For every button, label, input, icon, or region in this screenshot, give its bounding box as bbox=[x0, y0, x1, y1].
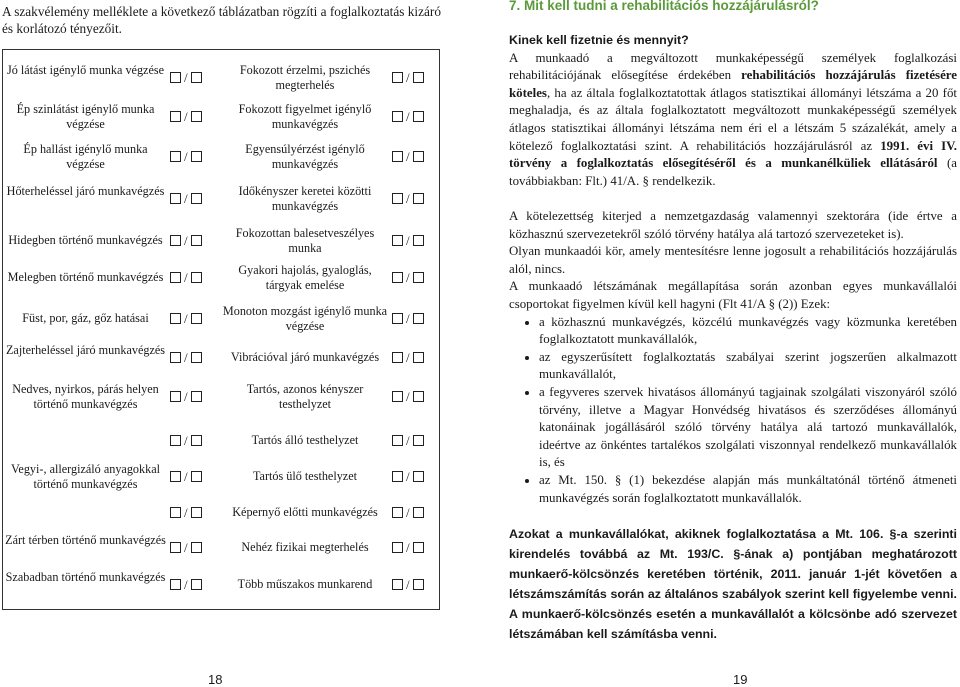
checkbox-yes[interactable] bbox=[170, 313, 181, 324]
checkbox-pair[interactable] bbox=[392, 233, 424, 249]
checkbox-no[interactable] bbox=[413, 435, 424, 446]
section-body-2 bbox=[509, 208, 957, 507]
checkbox-yes[interactable] bbox=[392, 435, 403, 446]
factor-label: Képernyő előtti munkavégzés bbox=[232, 505, 378, 519]
right-page bbox=[507, 0, 960, 686]
checkbox-no[interactable] bbox=[191, 111, 202, 122]
checkbox-yes[interactable] bbox=[392, 391, 403, 402]
factor-label: Hőterheléssel járó munkavégzés bbox=[6, 184, 165, 198]
checkbox-pair[interactable] bbox=[170, 433, 202, 449]
checkbox-yes[interactable] bbox=[392, 313, 403, 324]
checkbox-pair[interactable] bbox=[392, 109, 424, 125]
factor-label: Tartós ülő testhelyzet bbox=[252, 469, 358, 483]
page-number-left: 18 bbox=[208, 672, 223, 687]
checkbox-no[interactable] bbox=[413, 579, 424, 590]
slash-separator: / bbox=[406, 70, 411, 85]
factor-label: Szabadban történő munkavégzés bbox=[5, 570, 166, 584]
checkbox-no[interactable] bbox=[191, 72, 202, 83]
checkbox-no[interactable] bbox=[413, 542, 424, 553]
paragraph-1: A munkaadó a megváltozott munkaképességű személyek foglalkozási rehabilitációjának elősegítése érdekében rehabilitációs hozzájárulás fizetésére köteles, ha az általa foglalkoztatottak átlagos statisztikai állományi létszáma a 20 főt meghaladja, és az általa foglalkoztatott megváltozott munkaképességű személyek átlagos statisztikai állományi létszáma nem éri el a létszám 5 százalékát, amely a kötelező foglalkoztatási szint. A rehabilitációs hozzájárulásról az 1991. évi IV. törvény a foglalkoztatás elősegítéséről és a munkanélküliek ellátásáról (a továbbiakban: Flt.) 41/A. § rendelkezik. bbox=[509, 50, 957, 188]
factor-label: Több műszakos munkarend bbox=[237, 577, 373, 591]
checkbox-pair[interactable] bbox=[392, 540, 424, 556]
slash-separator: / bbox=[184, 270, 189, 285]
checkbox-yes[interactable] bbox=[170, 151, 181, 162]
checkbox-no[interactable] bbox=[191, 235, 202, 246]
slash-separator: / bbox=[184, 149, 189, 164]
factor-label: Fokozott érzelmi, pszichés megterhelés bbox=[239, 63, 371, 92]
checkbox-pair[interactable] bbox=[392, 350, 424, 366]
factor-label: Tartós álló testhelyzet bbox=[251, 433, 359, 447]
factor-label: Fokozott figyelmet igénylő munkavégzés bbox=[238, 102, 372, 131]
checkbox-yes[interactable] bbox=[170, 111, 181, 122]
slash-separator: / bbox=[184, 233, 189, 248]
slash-separator: / bbox=[406, 233, 411, 248]
factor-label: Fokozottan balesetveszélyes munka bbox=[235, 226, 375, 255]
slash-separator: / bbox=[184, 350, 189, 365]
list-item: • a fegyveres szervek hivatásos állományú tagjainak szolgálati viszonyáról szóló törvény, illetve a Magyar Honvédség hivatásos és szerződéses állományú katonáinak jogállásáról szóló törvény hatálya alá tartozó munkavállalók, ideértve az önkéntes tartalékos szolgálati viszonnyal rendelkező munkavállalók is, és bbox=[539, 384, 957, 472]
factor-label: Tartós, azonos kényszer testhelyzet bbox=[246, 382, 364, 411]
checkbox-yes[interactable] bbox=[170, 471, 181, 482]
list-item: • a közhasznú munkavégzés, közcélú munkavégzés vagy közmunka keretében foglalkoztatott munkavállalók, bbox=[539, 314, 957, 349]
checkbox-yes[interactable] bbox=[170, 507, 181, 518]
sub-heading: Kinek kell fizetnie és mennyit? bbox=[509, 33, 689, 47]
checkbox-no[interactable] bbox=[413, 72, 424, 83]
checkbox-pair[interactable] bbox=[170, 270, 202, 286]
checkbox-no[interactable] bbox=[191, 471, 202, 482]
checkbox-yes[interactable] bbox=[392, 72, 403, 83]
factor-label: Füst, por, gáz, gőz hatásai bbox=[22, 311, 149, 325]
checkbox-yes[interactable] bbox=[392, 151, 403, 162]
slash-separator: / bbox=[406, 469, 411, 484]
checkbox-yes[interactable] bbox=[392, 507, 403, 518]
checkbox-no[interactable] bbox=[413, 111, 424, 122]
page-number-right: 19 bbox=[733, 672, 748, 687]
checkbox-no[interactable] bbox=[191, 391, 202, 402]
slash-separator: / bbox=[406, 311, 411, 326]
checkbox-pair[interactable] bbox=[170, 469, 202, 485]
list-item: • az egyszerűsített foglalkoztatás szabályai szerint jogszerűen alkalmazott munkavállalót, bbox=[539, 349, 957, 384]
checkbox-pair[interactable] bbox=[392, 311, 424, 327]
checkbox-pair[interactable] bbox=[392, 469, 424, 485]
paragraph-3: Olyan munkaadói kör, amely mentesítésre lenne jogosult a rehabilitációs hozzájárulás alól, nincs. bbox=[509, 244, 957, 276]
checkbox-no[interactable] bbox=[413, 391, 424, 402]
checkbox-yes[interactable] bbox=[392, 352, 403, 363]
intro-text: A szakvélemény melléklete a következő táblázatban rögzíti a foglalkoztatás kizáró és korlátozó tényezőit. bbox=[2, 4, 441, 36]
factor-label: Monoton mozgást igénylő munka végzése bbox=[222, 304, 388, 333]
slash-separator: / bbox=[184, 433, 189, 448]
slash-separator: / bbox=[184, 389, 189, 404]
checkbox-yes[interactable] bbox=[170, 542, 181, 553]
factor-label: Egyensúlyérzést igénylő munkavégzés bbox=[245, 142, 365, 171]
checkbox-no[interactable] bbox=[413, 272, 424, 283]
checkbox-yes[interactable] bbox=[392, 542, 403, 553]
factor-label: Gyakori hajolás, gyaloglás, tárgyak emelése bbox=[238, 263, 372, 292]
slash-separator: / bbox=[184, 469, 189, 484]
checkbox-pair[interactable] bbox=[170, 191, 202, 207]
checkbox-pair[interactable] bbox=[392, 149, 424, 165]
factor-label: Melegben történő munkavégzés bbox=[7, 270, 164, 284]
checkbox-yes[interactable] bbox=[392, 579, 403, 590]
restriction-table bbox=[2, 49, 440, 610]
checkbox-pair[interactable] bbox=[392, 505, 424, 521]
factor-label: Nehéz fizikai megterhelés bbox=[241, 540, 369, 554]
slash-separator: / bbox=[184, 70, 189, 85]
checkbox-no[interactable] bbox=[191, 579, 202, 590]
checkbox-yes[interactable] bbox=[170, 272, 181, 283]
checkbox-no[interactable] bbox=[191, 542, 202, 553]
checkbox-pair[interactable] bbox=[392, 433, 424, 449]
checkbox-pair[interactable] bbox=[170, 149, 202, 165]
factor-label: Időkényszer keretei közötti munkavégzés bbox=[238, 184, 372, 213]
paragraph-4: A munkaadó létszámának megállapítása során azonban egyes munkavállalói csoportokat figyelmen kívül kell hagyni (Flt 41/A § (2)) Ezek: bbox=[509, 279, 957, 311]
factor-label: Zajterheléssel járó munkavégzés bbox=[5, 343, 166, 357]
factor-label: Jó látást igénylő munka végzése bbox=[6, 63, 165, 77]
paragraph-2: A kötelezettség kiterjed a nemzetgazdaság valamennyi szektorára (ide értve a közhasznú szervezetekről szóló törvény hatálya alá tartozó szervezeteket is). bbox=[509, 209, 957, 241]
checkbox-pair[interactable] bbox=[170, 577, 202, 593]
factor-label: Vegyi-, allergizáló anyagokkal történő munkavégzés bbox=[10, 462, 160, 491]
slash-separator: / bbox=[184, 109, 189, 124]
exclusion-list bbox=[509, 314, 957, 508]
checkbox-no[interactable] bbox=[191, 435, 202, 446]
checkbox-yes[interactable] bbox=[170, 435, 181, 446]
checkbox-no[interactable] bbox=[191, 313, 202, 324]
slash-separator: / bbox=[184, 311, 189, 326]
list-item: • az Mt. 150. § (1) bekezdése alapján más munkáltatónál történő átmeneti munkavégzés során foglalkoztatott munkavállalók. bbox=[539, 472, 957, 507]
slash-separator: / bbox=[184, 577, 189, 592]
checkbox-no[interactable] bbox=[413, 313, 424, 324]
factor-label: Vibrációval járó munkavégzés bbox=[230, 350, 380, 364]
checkbox-yes[interactable] bbox=[392, 272, 403, 283]
checkbox-yes[interactable] bbox=[392, 193, 403, 204]
checkbox-no[interactable] bbox=[413, 151, 424, 162]
checkbox-no[interactable] bbox=[413, 193, 424, 204]
left-page bbox=[0, 0, 460, 686]
checkbox-yes[interactable] bbox=[170, 193, 181, 204]
checkbox-pair[interactable] bbox=[392, 389, 424, 405]
checkbox-pair[interactable] bbox=[170, 540, 202, 556]
checkbox-pair[interactable] bbox=[392, 577, 424, 593]
section-body-1 bbox=[509, 32, 957, 190]
slash-separator: / bbox=[184, 191, 189, 206]
slash-separator: / bbox=[184, 540, 189, 555]
checkbox-no[interactable] bbox=[191, 151, 202, 162]
checkbox-yes[interactable] bbox=[392, 471, 403, 482]
paragraph-5: Azokat a munkavállalókat, akiknek foglalkoztatása a Mt. 106. §-a szerinti kirendelés továbbá az Mt. 193/C. §-ának a) pontjában meghatározott munkaerő-kölcsönzés keretében történik, 2011. január 1-jét követően a létszámszámítás során az általános szabályok szerint kell figyelembe venni. A munkaerő-kölcsönzés esetén a munkavállalót a kölcsönbe adó szervezet létszámában kell számításba venni. bbox=[509, 527, 957, 641]
section-heading: 7. Mit kell tudni a rehabilitációs hozzájárulásról? bbox=[509, 0, 819, 13]
factor-label: Zárt térben történő munkavégzés bbox=[5, 533, 166, 547]
checkbox-no[interactable] bbox=[191, 272, 202, 283]
slash-separator: / bbox=[406, 577, 411, 592]
checkbox-yes[interactable] bbox=[170, 391, 181, 402]
slash-separator: / bbox=[406, 505, 411, 520]
checkbox-pair[interactable] bbox=[392, 70, 424, 86]
checkbox-pair[interactable] bbox=[170, 109, 202, 125]
slash-separator: / bbox=[406, 109, 411, 124]
checkbox-pair[interactable] bbox=[170, 505, 202, 521]
factor-label: Ép szinlátást igénylő munka végzése bbox=[16, 102, 155, 131]
checkbox-no[interactable] bbox=[191, 352, 202, 363]
checkbox-no[interactable] bbox=[191, 507, 202, 518]
checkbox-yes[interactable] bbox=[392, 111, 403, 122]
checkbox-no[interactable] bbox=[413, 235, 424, 246]
slash-separator: / bbox=[406, 191, 411, 206]
factor-label: Hidegben történő munkavégzés bbox=[8, 233, 163, 247]
checkbox-no[interactable] bbox=[413, 471, 424, 482]
checkbox-no[interactable] bbox=[413, 352, 424, 363]
checkbox-pair[interactable] bbox=[170, 70, 202, 86]
checkbox-no[interactable] bbox=[191, 193, 202, 204]
checkbox-pair[interactable] bbox=[170, 311, 202, 327]
checkbox-pair[interactable] bbox=[392, 191, 424, 207]
checkbox-no[interactable] bbox=[413, 507, 424, 518]
checkbox-yes[interactable] bbox=[170, 579, 181, 590]
slash-separator: / bbox=[406, 389, 411, 404]
checkbox-yes[interactable] bbox=[392, 235, 403, 246]
checkbox-pair[interactable] bbox=[170, 350, 202, 366]
slash-separator: / bbox=[406, 350, 411, 365]
checkbox-pair[interactable] bbox=[392, 270, 424, 286]
checkbox-yes[interactable] bbox=[170, 352, 181, 363]
factor-label: Ép hallást igénylő munka végzése bbox=[23, 142, 148, 171]
slash-separator: / bbox=[184, 505, 189, 520]
checkbox-pair[interactable] bbox=[170, 233, 202, 249]
checkbox-yes[interactable] bbox=[170, 72, 181, 83]
checkbox-yes[interactable] bbox=[170, 235, 181, 246]
slash-separator: / bbox=[406, 540, 411, 555]
slash-separator: / bbox=[406, 149, 411, 164]
checkbox-pair[interactable] bbox=[170, 389, 202, 405]
slash-separator: / bbox=[406, 433, 411, 448]
slash-separator: / bbox=[406, 270, 411, 285]
factor-label: Nedves, nyirkos, párás helyen történő munkavégzés bbox=[12, 382, 159, 411]
